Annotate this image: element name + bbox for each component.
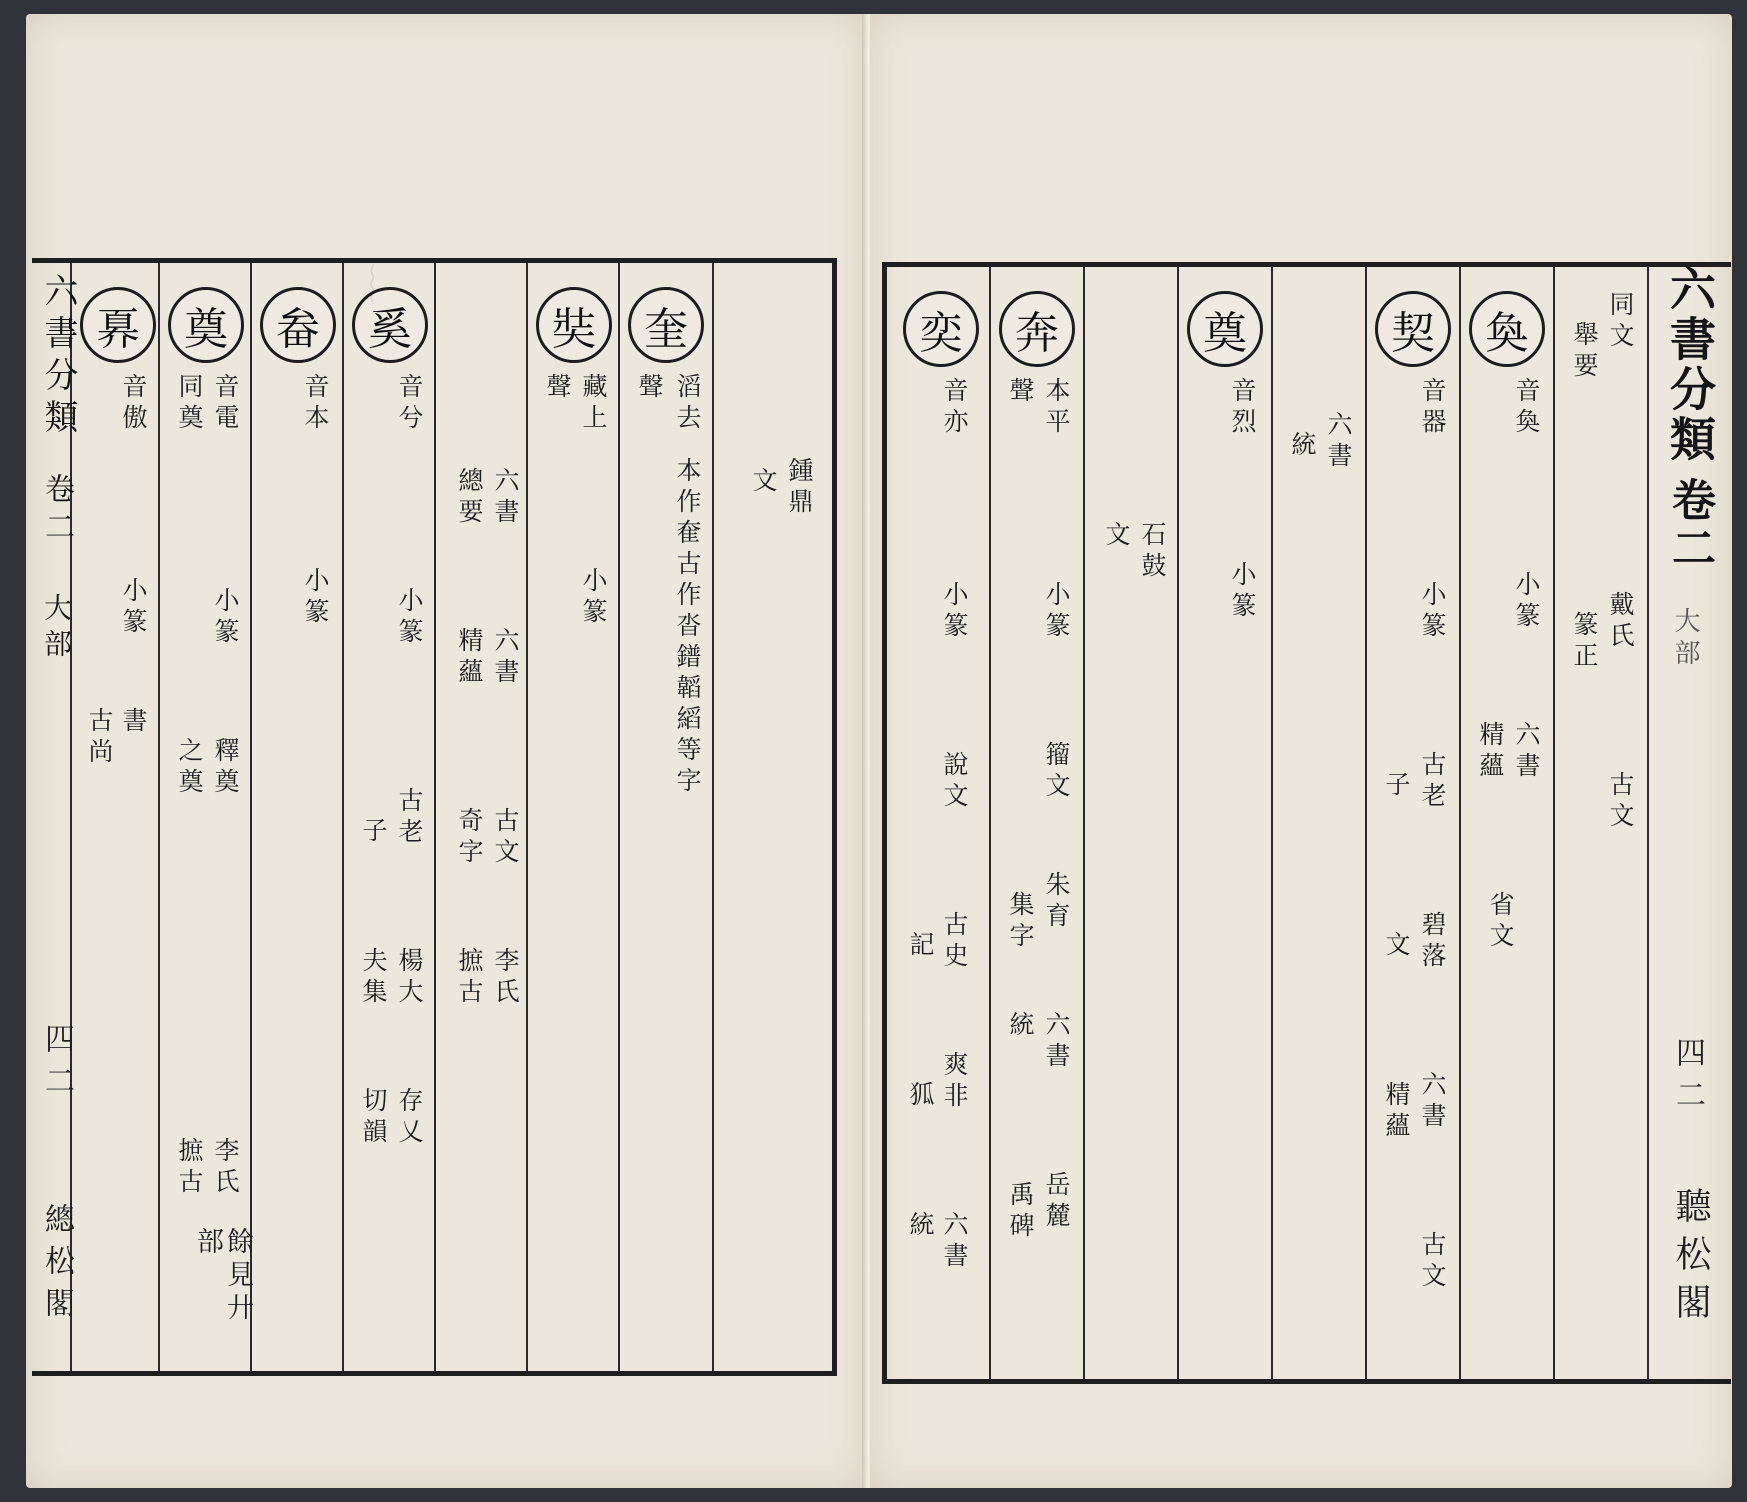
entry-note: 音亦 xyxy=(940,377,969,439)
entry-huan xyxy=(1461,291,1549,1351)
entry-kui xyxy=(620,287,710,1347)
entry-note: 李氏 xyxy=(491,947,520,1009)
left-folio-number: 四二 xyxy=(39,1023,74,1107)
entry-note: 李氏 xyxy=(211,1137,240,1199)
entry-note: 六書 xyxy=(491,627,520,689)
entry-note: 音兮 xyxy=(395,373,424,435)
entry-note: 禹碑 xyxy=(1006,1181,1035,1243)
entry-note: 存乂 xyxy=(395,1087,424,1149)
entry-ao xyxy=(72,287,160,1347)
entry-note: 六書 xyxy=(1512,721,1541,783)
entry-note: 六書 xyxy=(1042,1011,1071,1073)
show-through-text: ﹏ xyxy=(364,264,410,310)
entry-note: 之奠 xyxy=(175,737,204,799)
left-margin-section: 大部 xyxy=(40,593,73,665)
entry-note: 音奐 xyxy=(1512,377,1541,439)
entry-note: 切韻 xyxy=(359,1087,388,1149)
entry-dian xyxy=(160,287,253,1347)
entry-note: 同奠 xyxy=(175,373,204,435)
entry-note: 藏上 xyxy=(579,373,608,435)
head-character: 奚 xyxy=(352,287,428,363)
entry-note: 滔去 xyxy=(673,373,702,435)
entry-note: 音電 xyxy=(211,373,240,435)
entry-note: 古老 xyxy=(395,787,424,849)
entry-note: 總要 xyxy=(455,467,484,529)
entry-note: 音傲 xyxy=(119,373,148,435)
right-page-frame xyxy=(882,262,1731,1384)
entry-note: 統 xyxy=(1288,431,1317,462)
entry-note: 碧落 xyxy=(1418,911,1447,973)
entry-huan-standard xyxy=(1555,291,1643,1351)
entry-ben-run xyxy=(991,291,1079,1351)
entry-note: 本平 xyxy=(1042,377,1071,439)
entry-note: 六書 xyxy=(491,467,520,529)
entry-zang xyxy=(528,287,616,1347)
entry-note: 音器 xyxy=(1418,377,1447,439)
entry-note: 集字 xyxy=(1006,891,1035,953)
entry-note: 小篆 xyxy=(119,577,148,639)
entry-note: 六書 xyxy=(940,1211,969,1273)
entry-note: 音烈 xyxy=(1228,377,1257,439)
right-margin-volume: 卷二 xyxy=(1664,477,1715,573)
entry-note: 文 xyxy=(1102,521,1131,552)
entry-note: 古文 xyxy=(1418,1231,1447,1293)
entry-note: 書 xyxy=(119,707,148,738)
head-character: 奡 xyxy=(80,287,156,363)
entry-note: 戴氏 xyxy=(1606,591,1635,653)
entry-note: 篆正 xyxy=(1570,611,1599,673)
entry-note: 岳麓 xyxy=(1042,1171,1071,1233)
right-folio-number: 四二 xyxy=(1670,1037,1705,1121)
left-margin-volume: 卷二 xyxy=(39,473,74,549)
left-page-frame xyxy=(32,258,837,1376)
entry-note: 子 xyxy=(1382,771,1411,802)
entry-note: 古老 xyxy=(1418,751,1447,813)
left-publisher: 總松閣 xyxy=(39,1203,74,1329)
head-character: 奐 xyxy=(1469,291,1545,367)
entry-yi xyxy=(895,291,983,1351)
entry-note: 六書 xyxy=(1418,1071,1447,1133)
entry-note: 古文 xyxy=(491,807,520,869)
entry-note: 聲 xyxy=(1006,377,1035,408)
entry-note: 小篆 xyxy=(940,581,969,643)
entry-note: 精蘊 xyxy=(1382,1081,1411,1143)
entry-note: 文 xyxy=(749,467,778,498)
entry-note: 籀文 xyxy=(1042,741,1071,803)
entry-kui-bronze xyxy=(714,287,824,1347)
entry-note: 音本 xyxy=(301,373,330,435)
entry-note: 摭古 xyxy=(455,947,484,1009)
right-publisher: 聽松閣 xyxy=(1670,1187,1711,1331)
entry-note: 小篆 xyxy=(301,567,330,629)
head-character: 奠 xyxy=(168,287,244,363)
entry-note: 精蘊 xyxy=(1476,721,1505,783)
entry-note: 古文 xyxy=(1606,771,1635,833)
entry-note: 聲 xyxy=(635,373,664,404)
entry-lie xyxy=(1179,291,1267,1351)
right-margin-section: 大部 xyxy=(1670,607,1700,671)
head-character: 奠 xyxy=(1187,291,1263,367)
entry-xi-continued xyxy=(436,287,524,1347)
left-margin-title: 六書分類 xyxy=(38,273,78,441)
entry-note: 狐 xyxy=(906,1081,935,1112)
entry-note: 舉要 xyxy=(1570,321,1599,383)
entry-note: 文 xyxy=(1382,931,1411,962)
entry-ben-stone-drum xyxy=(1085,291,1173,1351)
entry-note: 精蘊 xyxy=(455,627,484,689)
entry-note: 小篆 xyxy=(395,587,424,649)
head-character: 奔 xyxy=(999,291,1075,367)
entry-note: 同文 xyxy=(1606,291,1635,353)
entry-note: 小篆 xyxy=(1228,561,1257,623)
entry-note: 小篆 xyxy=(211,587,240,649)
entry-note: 小篆 xyxy=(579,567,608,629)
entry-note: 小篆 xyxy=(1042,581,1071,643)
entry-qi xyxy=(1367,291,1455,1351)
entry-note: 餘見廾部 xyxy=(192,1227,253,1326)
entry-note: 統 xyxy=(906,1211,935,1242)
entry-note: 楊大 xyxy=(395,947,424,1009)
entry-note: 聲 xyxy=(543,373,572,404)
head-character: 契 xyxy=(1375,291,1451,367)
entry-note: 奇字 xyxy=(455,807,484,869)
head-character: 奕 xyxy=(903,291,979,367)
entry-note: 摭古 xyxy=(175,1137,204,1199)
entry-note: 說文 xyxy=(940,751,969,813)
entry-note: 古尚 xyxy=(85,707,114,769)
entry-note: 夫集 xyxy=(359,947,388,1009)
entry-note: 本作奞古作沓鐠韜縚等字 xyxy=(673,457,702,798)
entry-note: 小篆 xyxy=(1512,571,1541,633)
right-margin-title: 六書分類 xyxy=(1663,265,1717,465)
entry-note: 爽非 xyxy=(940,1051,969,1113)
head-character: 奘 xyxy=(536,287,612,363)
entry-note: 古史 xyxy=(940,911,969,973)
head-character: 畚 xyxy=(260,287,336,363)
entry-note: 小篆 xyxy=(1418,581,1447,643)
entry-ben xyxy=(252,287,340,1347)
entry-note: 統 xyxy=(1006,1011,1035,1042)
entry-note: 鍾鼎 xyxy=(785,457,814,519)
entry-note: 記 xyxy=(906,931,935,962)
entry-note: 六書 xyxy=(1324,411,1353,473)
entry-note: 朱育 xyxy=(1042,871,1071,933)
entry-xi xyxy=(344,287,432,1347)
right-margin-divider xyxy=(1647,267,1649,1379)
entry-note: 省文 xyxy=(1486,891,1515,953)
entry-note: 子 xyxy=(359,817,388,848)
entry-lie-six-books xyxy=(1273,291,1361,1351)
head-character: 奎 xyxy=(628,287,704,363)
entry-note: 石鼓 xyxy=(1138,521,1167,583)
entry-note: 釋奠 xyxy=(211,737,240,799)
